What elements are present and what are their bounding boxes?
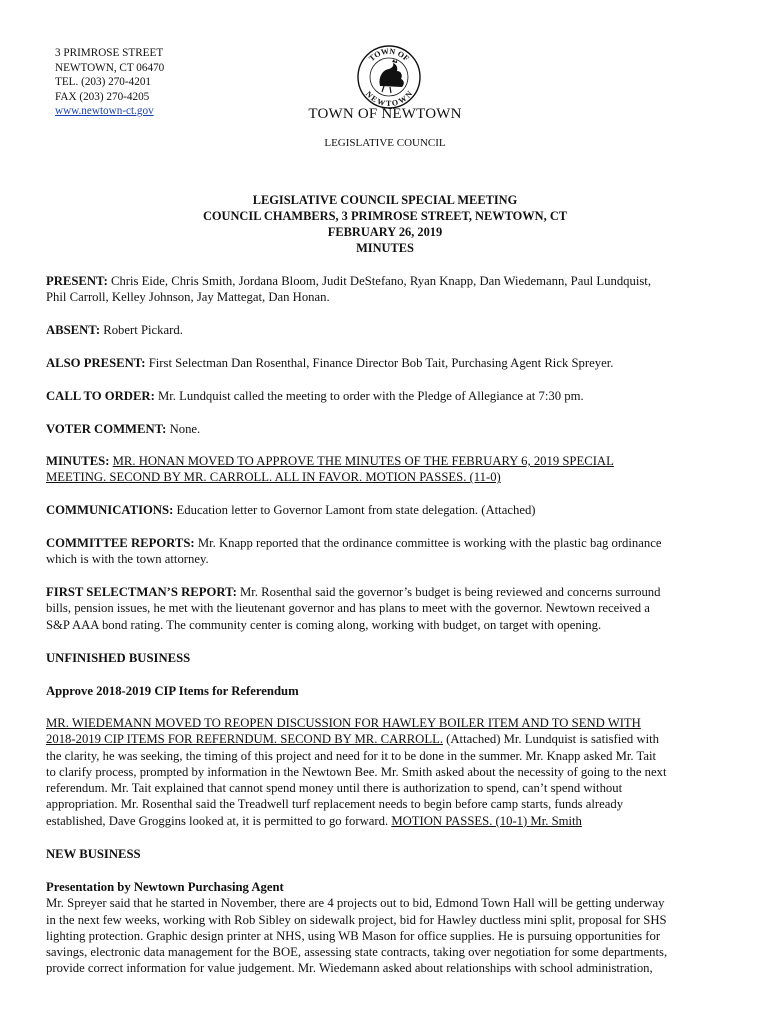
- seal-text-top: TOWN OF: [367, 46, 411, 64]
- presentation-title: Presentation by Newtown Purchasing Agent: [46, 880, 284, 894]
- absent-section: [46, 322, 726, 338]
- committee-reports-section: [46, 535, 726, 568]
- absent-label: ABSENT:: [46, 323, 101, 337]
- cip-line-3: the clarity, he was seeking, the timing of this project and need for it to be done in the summer. Mr. Knapp asked Mr. Tait: [46, 748, 657, 763]
- call-to-order-section: [46, 388, 726, 404]
- also-present-section: [46, 355, 726, 371]
- address-fax: FAX (203) 270-4205: [55, 90, 150, 103]
- minutes-line-2: MEETING. SECOND BY MR. CARROLL. ALL IN FAVOR. MOTION PASSES. (11-0): [46, 470, 501, 485]
- minutes-label: MINUTES:: [46, 454, 110, 468]
- svg-text:TOWN OF: [367, 47, 411, 63]
- cip-line-7-motion: MOTION PASSES. (10-1) Mr. Smith: [391, 813, 582, 828]
- presentation-line-5: provide correct information for value judgement. Mr. Wiedemann asked about relationships with school administration,: [46, 961, 653, 976]
- cip-line-4: to clarify process, prompted by information in the Newtown Bee. Mr. Smith asked about the necessity of going to the next: [46, 764, 667, 779]
- cip-section: [46, 715, 726, 829]
- first-selectman-line-1: Mr. Rosenthal said the governor’s budget is being reviewed and concerns surround: [236, 585, 661, 599]
- cip-line-6: appropriation. Mr. Rosenthal said the Treadwell turf replacement needs to begin before camp starts, funds already: [46, 797, 624, 812]
- present-line-1: Chris Eide, Chris Smith, Jordana Bloom, Judit DeStefano, Ryan Knapp, Dan Wiedemann, Paul Lundquist,: [107, 274, 652, 288]
- cip-line-2-motion: 2018-2019 CIP ITEMS FOR REFERNDUM. SECOND BY MR. CARROLL.: [46, 732, 443, 747]
- cip-line-5: referendum. Mr. Tait explained that cannot spend money until there is authorization to spend, can’t spend without: [46, 781, 623, 796]
- voter-comment-label: VOTER COMMENT:: [46, 422, 167, 436]
- town-seal: [356, 44, 422, 110]
- voter-comment-section: [46, 421, 726, 437]
- committee-reports-line-1: Mr. Knapp reported that the ordinance committee is working with the plastic bag ordinance: [194, 536, 662, 550]
- absent-text: Robert Pickard.: [100, 323, 183, 337]
- website-link[interactable]: www.newtown-ct.gov: [55, 105, 154, 118]
- seal-text-bottom: NEWTOWN: [363, 89, 415, 109]
- cip-line-1: MR. WIEDEMANN MOVED TO REOPEN DISCUSSION FOR HAWLEY BOILER ITEM AND TO SEND WITH: [46, 716, 641, 730]
- presentation-line-2: in the next few weeks, working with Rob Sibley on sidewalk project, bid for Hawley ductless mini split, proposal for SHS: [46, 912, 667, 927]
- also-present-label: ALSO PRESENT:: [46, 356, 146, 370]
- present-section: [46, 273, 726, 306]
- present-label: PRESENT:: [46, 274, 108, 288]
- first-selectman-line-3: S&P AAA bond rating. The community center is coming along, working with budget, on target with opening.: [46, 617, 602, 632]
- address-tel: TEL. (203) 270-4201: [55, 76, 152, 89]
- communications-label: COMMUNICATIONS:: [46, 503, 174, 517]
- call-to-order-label: CALL TO ORDER:: [46, 389, 155, 403]
- cip-line-2-rest: (Attached) Mr. Lundquist is satisfied with: [443, 732, 660, 747]
- presentation-line-3: lighting protection. Graphic design printer at NHS, using WB Mason for office supplies. He is pursuing opportunities for: [46, 928, 661, 943]
- committee-reports-label: COMMITTEE REPORTS:: [46, 536, 195, 550]
- communications-text: Education letter to Governor Lamont from state delegation. (Attached): [173, 503, 536, 517]
- call-to-order-text: Mr. Lundquist called the meeting to order with the Pledge of Allegiance at 7:30 pm.: [154, 389, 584, 403]
- also-present-text: First Selectman Dan Rosenthal, Finance Director Bob Tait, Purchasing Agent Rick Spreyer.: [145, 356, 614, 370]
- presentation-section: [46, 879, 726, 977]
- first-selectman-line-2: bills, pension issues, he met with the lieutenant governor and has plans to meet with the governor. Newtown received a: [46, 601, 650, 616]
- cip-line-7: established, Dave Groggins looked at, it is permitted to go forward.: [46, 813, 392, 828]
- communications-section: [46, 502, 726, 518]
- presentation-line-4: savings, electronic data management for the BOE, assessing state contracts, taking over negotiation for some departments,: [46, 945, 668, 960]
- minutes-line-1: MR. HONAN MOVED TO APPROVE THE MINUTES OF THE FEBRUARY 6, 2019 SPECIAL: [112, 454, 614, 468]
- voter-comment-text: None.: [166, 422, 201, 436]
- heading-line-1: LEGISLATIVE COUNCIL SPECIAL MEETING: [252, 193, 518, 207]
- rooster-icon: [379, 59, 403, 93]
- heading-line-2: COUNCIL CHAMBERS, 3 PRIMROSE STREET, NEWTOWN, CT: [202, 209, 568, 223]
- address-street: 3 PRIMROSE STREET: [55, 47, 164, 59]
- committee-reports-line-2: which is with the town attorney.: [46, 552, 209, 567]
- town-name: TOWN OF NEWTOWN: [308, 106, 462, 122]
- first-selectman-label: FIRST SELECTMAN’S REPORT:: [46, 585, 237, 599]
- unfinished-business-title: UNFINISHED BUSINESS: [46, 651, 191, 665]
- cip-title: Approve 2018-2019 CIP Items for Referendum: [46, 684, 299, 698]
- department-name: LEGISLATIVE COUNCIL: [324, 137, 446, 149]
- meeting-heading: [0, 192, 770, 256]
- minutes-section: [46, 453, 726, 486]
- new-business-title: NEW BUSINESS: [46, 847, 141, 861]
- first-selectman-section: [46, 584, 726, 633]
- heading-line-3: FEBRUARY 26, 2019: [327, 225, 443, 239]
- present-line-2: Phil Carroll, Kelley Johnson, Jay Mattegat, Dan Honan.: [46, 290, 330, 305]
- heading-line-4: MINUTES: [356, 241, 414, 255]
- address-city: NEWTOWN, CT 06470: [55, 61, 165, 74]
- presentation-line-1: Mr. Spreyer said that he started in November, there are 4 projects out to bid, Edmond Town Hall will be getting underway: [46, 896, 665, 911]
